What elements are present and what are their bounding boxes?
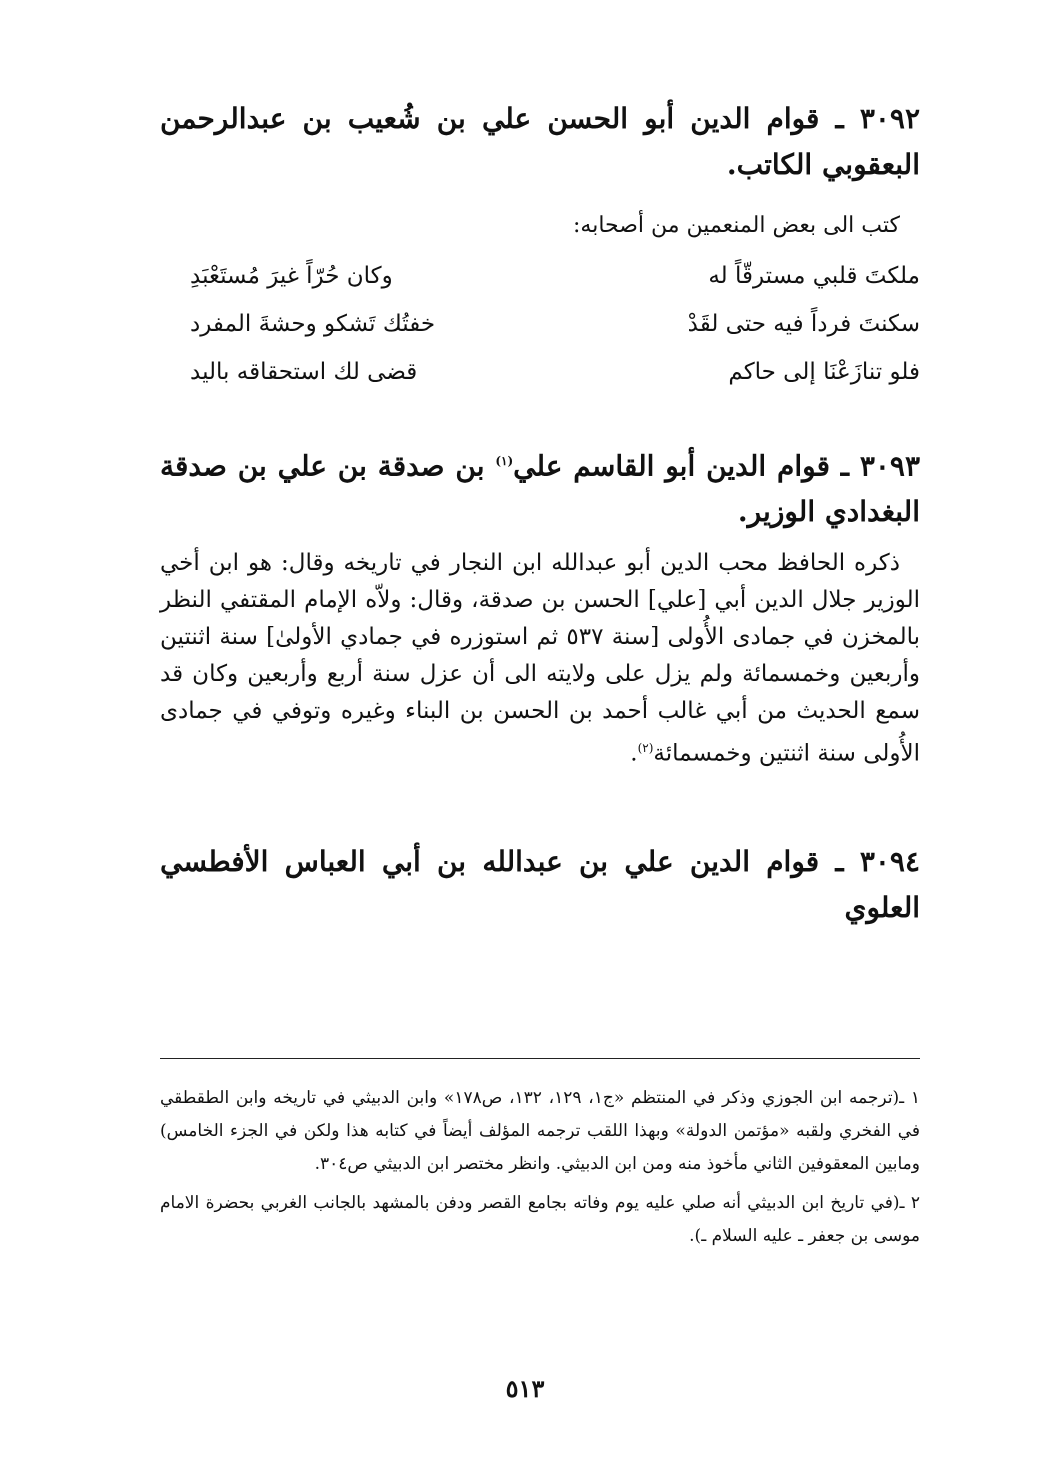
- verse-intro: كتب الى بعض المنعمين من أصحابه:: [573, 213, 900, 238]
- entry-3094: [160, 839, 920, 931]
- entry-heading-part: بن صدقة بن علي بن صدقة البغدادي الوزير.: [160, 449, 920, 529]
- footnotes: [160, 1082, 920, 1259]
- verse-hemistich-second: وكان حُرّاً غيرَ مُستَعْبَدِ: [190, 263, 393, 289]
- entry-3093: [160, 438, 920, 773]
- entry-body-text: ذكره الحافظ محب الدين أبو عبدالله ابن النجار في تاريخه وقال: هو ابن أخي الوزير جلال الدين أبي [علي] الحسن بن صدقة، وقال: ولاّه الإمام المقتفي النظر بالمخزن في جمادى الأُولى [سنة ٥٣٧ ثم استوزره في جمادي الأولىٰ] سنة اثنتين وأربعين وخمسمائة ولم يزل على ولايته الى أن عزل سنة أربع وأربعين وكان قد سمع الحديث من أبي غالب أحمد بن الحسن بن البناء وغيره وتوفي في جمادى الأُولى سنة اثنتين وخمسمائة: [160, 550, 921, 767]
- entry-body: [160, 545, 920, 773]
- verse-line: [160, 348, 920, 396]
- footnote-divider: [160, 1058, 920, 1059]
- footnote-reference[interactable]: (٢): [637, 741, 654, 756]
- page-number: ٥١٣: [505, 1374, 545, 1403]
- entry-3092: [160, 96, 920, 396]
- footnote-1: ١ ـ(ترجمه ابن الجوزي وذكر في المنتظم «ج١، ١٢٩، ١٣٢، ص١٧٨» وابن الدبيثي في تاريخه وابن الطقطقي في الفخري ولقبه «مؤتمن الدولة» وبهذا اللقب ترجمه المؤلف أيضاً في كتابه هذا ولكن في الجزء الخامس) ومابين المعقوفين الثاني مأخوذ منه ومن ابن الدبيثي. وانظر مختصر ابن الدبيثي ص٣٠٤.: [160, 1088, 921, 1174]
- verse-hemistich-first: ملكتَ قلبي مسترقّاً له: [708, 263, 920, 289]
- main-text: [160, 96, 920, 931]
- entry-heading-part: ٣٠٩٣ ـ قوام الدين أبو القاسم علي: [513, 449, 920, 483]
- entry-heading: ٣٠٩٤ ـ قوام الدين علي بن عبدالله بن أبي العباس الأفطسي العلوي: [160, 844, 920, 924]
- verse-hemistich-first: فلو تنازَعْنَا إلى حاكم: [728, 359, 920, 385]
- footnote-reference[interactable]: (١): [495, 454, 514, 468]
- entry-heading: [160, 438, 920, 535]
- entry-heading: ٣٠٩٢ ـ قوام الدين أبو الحسن علي بن شُعيب بن عبدالرحمن البعقوبي الكاتب.: [160, 102, 920, 181]
- footnote-2: ٢ ـ(في تاريخ ابن الدبيثي أنه صلي عليه يوم وفاته بجامع القصر ودفن بالمشهد بالجانب الغربي بحضرة الامام موسى بن جعفر ـ عليه السلام ـ).: [160, 1193, 920, 1246]
- verse-hemistich-second: قضى لك استحقاقه باليد: [190, 359, 418, 385]
- verse-block: [160, 252, 920, 396]
- verse-hemistich-second: خفتُك تَشكو وحشةَ المفرد: [190, 311, 436, 337]
- entry-body-end: .: [630, 740, 638, 767]
- verse-line: [160, 300, 920, 348]
- verse-line: [160, 252, 920, 300]
- verse-hemistich-first: سكنتَ فرداً فيه حتى لقَدْ: [687, 311, 920, 337]
